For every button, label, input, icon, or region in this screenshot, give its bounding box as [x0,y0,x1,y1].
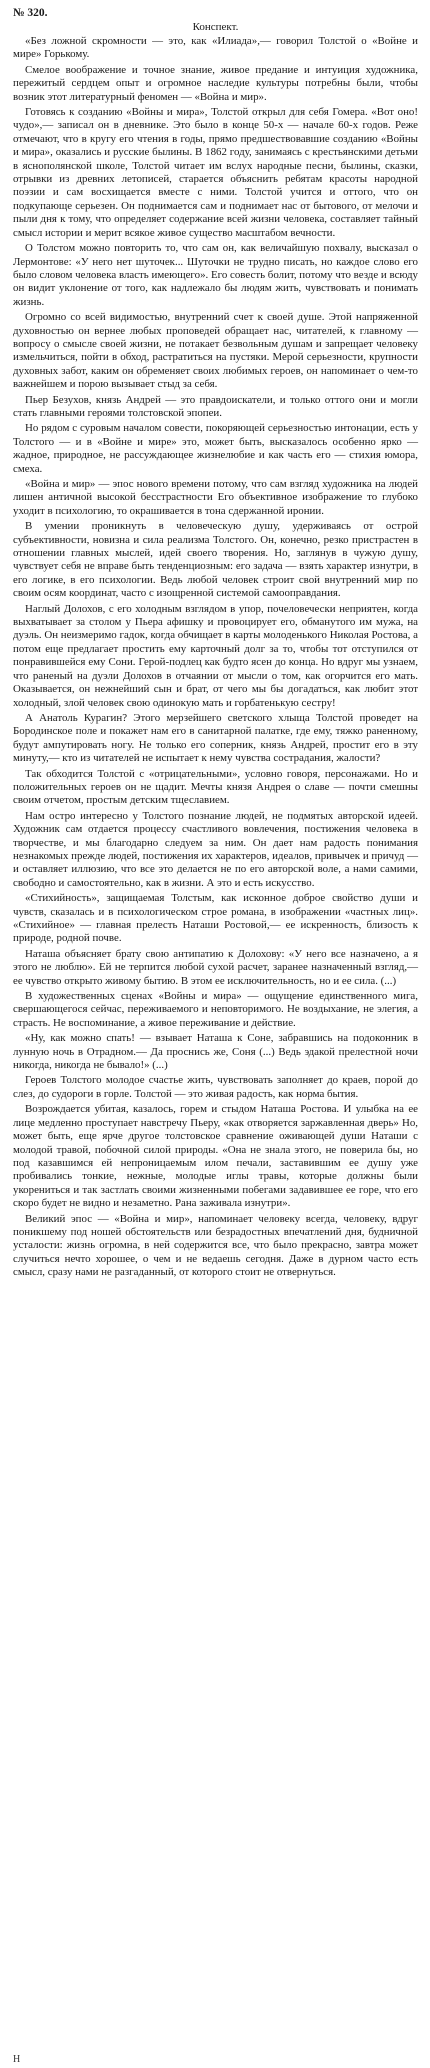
body-text [13,35,418,1280]
cut-off-text: Н [13,2054,21,2065]
paragraph: Великий эпос — «Война и мир», напоминает человеку всегда, человеку, вдруг поникшему под ношей обстоятельств или безрадостных впечатлений дня, будничной усталости: жизнь огромна, в ней содержится все, что было прекрасно, завтра может случиться нечто хорошее, о чем и не ведаешь сегодня. Даже в дурном часто есть смысл, сразу нами не разгаданный, от которого стоит не отвернуться. [13,1212,418,1279]
paragraph: «Ну, как можно спать! — взывает Наташа к Соне, забравшись на подоконник в лунную ночь в Отрадном.— Да проснись же, Соня (...) Ведь эдакой прелестной ночи никогда, никогда не бывало!» (...) [13,1032,418,1072]
paragraph: Нам остро интересно у Толстого познание людей, не подмятых авторской идеей. Художник сам отдается процессу счастливого вовлечения, постижения человека в творчестве, и мы благодарно следуем за ним. Он дает нам радость понимания незнакомых прежде людей, постижения их характеров, идеалов, привычек и причуд — и оставляет иллюзию, что все это делается не по его авторской воле, а нами самими, свободно и самостоятельно, как в жизни. А это и есть искусство. [13,809,418,889]
paragraph: «Война и мир» — эпос нового времени потому, что сам взгляд художника на людей лишен античной высокой бесстрастности Его объективное изображение то глубоко уходит в психологию, то окрашивается в тона сдержанной иронии. [13,478,418,517]
paragraph: Готовясь к созданию «Войны и мира», Толстой открыл для себя Гомера. «Вот оно! чудо»,— записал он в дневнике. Это было в конце 50-х — начале 60-х годов. Реже отмечают, что в кругу его чтения в годы, прямо предшествовавшие созданию «Войны и мира», оказались и русские былины. В 1862 году, занимаясь с крестьянскими детьми в яснополянской школе, Толстой читает им вслух народные песни, былины, сказки, отрывки из древних летописей, старается объяснить ребятам красоты народной поэзии и сам восхищается вместе с ними. Толстой учится и оттого, что он подкупающе серьезен. Он поднимается сам и поднимает нас от бытового, от мелочи и пыли дня к тому, что определяет содержание всей жизни человека, составляет тайный смысл истории и мерит всякое живое существо масштабом вечности. [13,106,418,239]
page-title: Конспект. [192,21,239,33]
paragraph: Наташа объясняет брату свою антипатию к Долохову: «У него все назначено, а я этого не люблю». Ей не терпится любой сухой расчет, заранее назначенный взгляд,— ее чувство открыто живому бытию. В этом ее исключительность, но и ее сила. (...) [13,947,418,987]
paragraph: В умении проникнуть в человеческую душу, удерживаясь от острой субъективности, новизна и сила реализма Толстого. Он, конечно, резко пристрастен в отношении главных мыслей, идей своего творения. Но, заглянув в чужую душу, чувствует себя не вправе быть тенденциозным: его задача — взять характер изнутри, в его логике, в его психологии. Ведь любой человек строит свой внутренний мир по своим осям координат, часто с изощренной системой самооправдания. [13,520,418,600]
paragraph: Но рядом с суровым началом совести, покоряющей серьезностью интонации, есть у Толстого — и в «Войне и мире» это, может быть, высказалось особенно ярко — жадное, природное, не рассуждающее жизнелюбие и как часть его — стихия юмора, смеха. [13,422,418,475]
exercise-number: № 320. [13,7,48,19]
paragraph: Огромно со всей видимостью, внутренний счет к своей душе. Этой напряженной духовностью он вернее любых проповедей обращает нас, читателей, к главному — вопросу о смысле своей жизни, не потакает безвольным душам и запрещает человеку измельчиться, пойти в обход, растратиться на пустяки. Мерой серьезности, крупности духовных забот, каким он обременяет своих любимых героев, он напоминает о чем-то важнейшем и порою вызывает стыд за себя. [13,311,418,391]
paragraph: О Толстом можно повторить то, что сам он, как величайшую похвалу, высказал о Лермонтове: «У него нет шуточек... Шуточки не трудно писать, но каждое слово его было словом человека власть имеющего». Его совесть болит, потому что везде и всюду он видит уклонение от того, как надлежало бы людям жить, чувствовать и понимать жизнь. [13,242,418,308]
paragraph: Так обходится Толстой с «отрицательными», условно говоря, персонажами. Но и положительных героев он не щадит. Мечты князя Андрея о славе — почти смешны своим отчетом, простым детским тщеславием. [13,767,418,807]
paragraph: Пьер Безухов, князь Андрей — это правдоискатели, и только оттого они и могли стать главными героями толстовской эпопеи. [13,393,418,419]
paragraph: В художественных сценах «Войны и мира» — ощущение единственного мига, свершающегося сейчас, переживаемого и неповторимого. Не воздыхание, не элегия, а страсть. Не воспоминание, а живое переживание и действие. [13,990,418,1029]
paragraph: «Стихийность», защищаемая Толстым, как исконное доброе свойство души и чувств, сказалась и в психологическом строе романа, в изображении «частных лиц». «Стихийное» — главная прелесть Наташи Ростовой,— ее искренность, близость к природе, родной почве. [13,892,418,945]
paragraph: Возрождается убитая, казалось, горем и стыдом Наташа Ростова. И улыбка на ее лице медленно проступает навстречу Пьеру, «как отворяется заржавленная дверь» Но, может быть, еще ярче другое толстовское сравнение оживающей души Наташи с молодой травой, побочной силой природы. «Она не знала этого, не поверила бы, но под казавшимся ей непроницаемым илом печали, заставившим ее душу уже пробивались тонкие, нежные, молодые иглы травы, которые должны были укорениться и так застлать своими жизненными побегами задавившее ее горе, что его скоро будет не видно и незаметно. Рана заживала изнутри». [13,1103,418,1210]
paragraph: Героев Толстого молодое счастье жить, чувствовать заполняет до краев, порой до слез, до судороги в горле. Толстой — это живая радость, как норма бытия. [13,1074,418,1100]
paragraph: Смелое воображение и точное знание, живое предание и интуиция художника, пережитый сердцем опыт и огромное наследие культуры потребны были, чтобы возник этот литературный феномен — «Война и мир». [13,63,418,103]
paragraph: Наглый Долохов, с его холодным взглядом в упор, почеловечески неприятен, когда выхватывает за столом у Пьера афишку и провоцирует его, обманутого им мужа, на дуэль. Он неизмеримо гадок, когда обчищает в карты молоденького Николая Ростова, а потом еще предлагает простить ему карточный долг за то, чтобы тот отступился от понравившейся ему Сони. Герой-подлец как будто ясен до конца. Но вдруг мы узнаем, что раненый на дуэли Долохов в отчаянии от мысли о том, как огорчится его мать. Оказывается, он нежнейший сын и брат, от чего мы бы догадаться, как любит этот холодный, злой человек свою одинокую мать и горбатенькую сестру! [13,602,418,709]
paragraph: «Без ложной скромности — это, как «Илиада»,— говорил Толстой о «Войне и мире» Горькому. [13,35,418,61]
paragraph: А Анатоль Курагин? Этого мерзейшего светского хлыща Толстой проведет на Бородинское поле и покажет нам его в санитарной палатке, где ему, тяжко раненному, будут ампутировать ногу. Не только его соперник, князь Андрей, простит его в эту минуту,— кто из читателей не испытает к нему чувства сострадания, жалости? [13,711,418,765]
